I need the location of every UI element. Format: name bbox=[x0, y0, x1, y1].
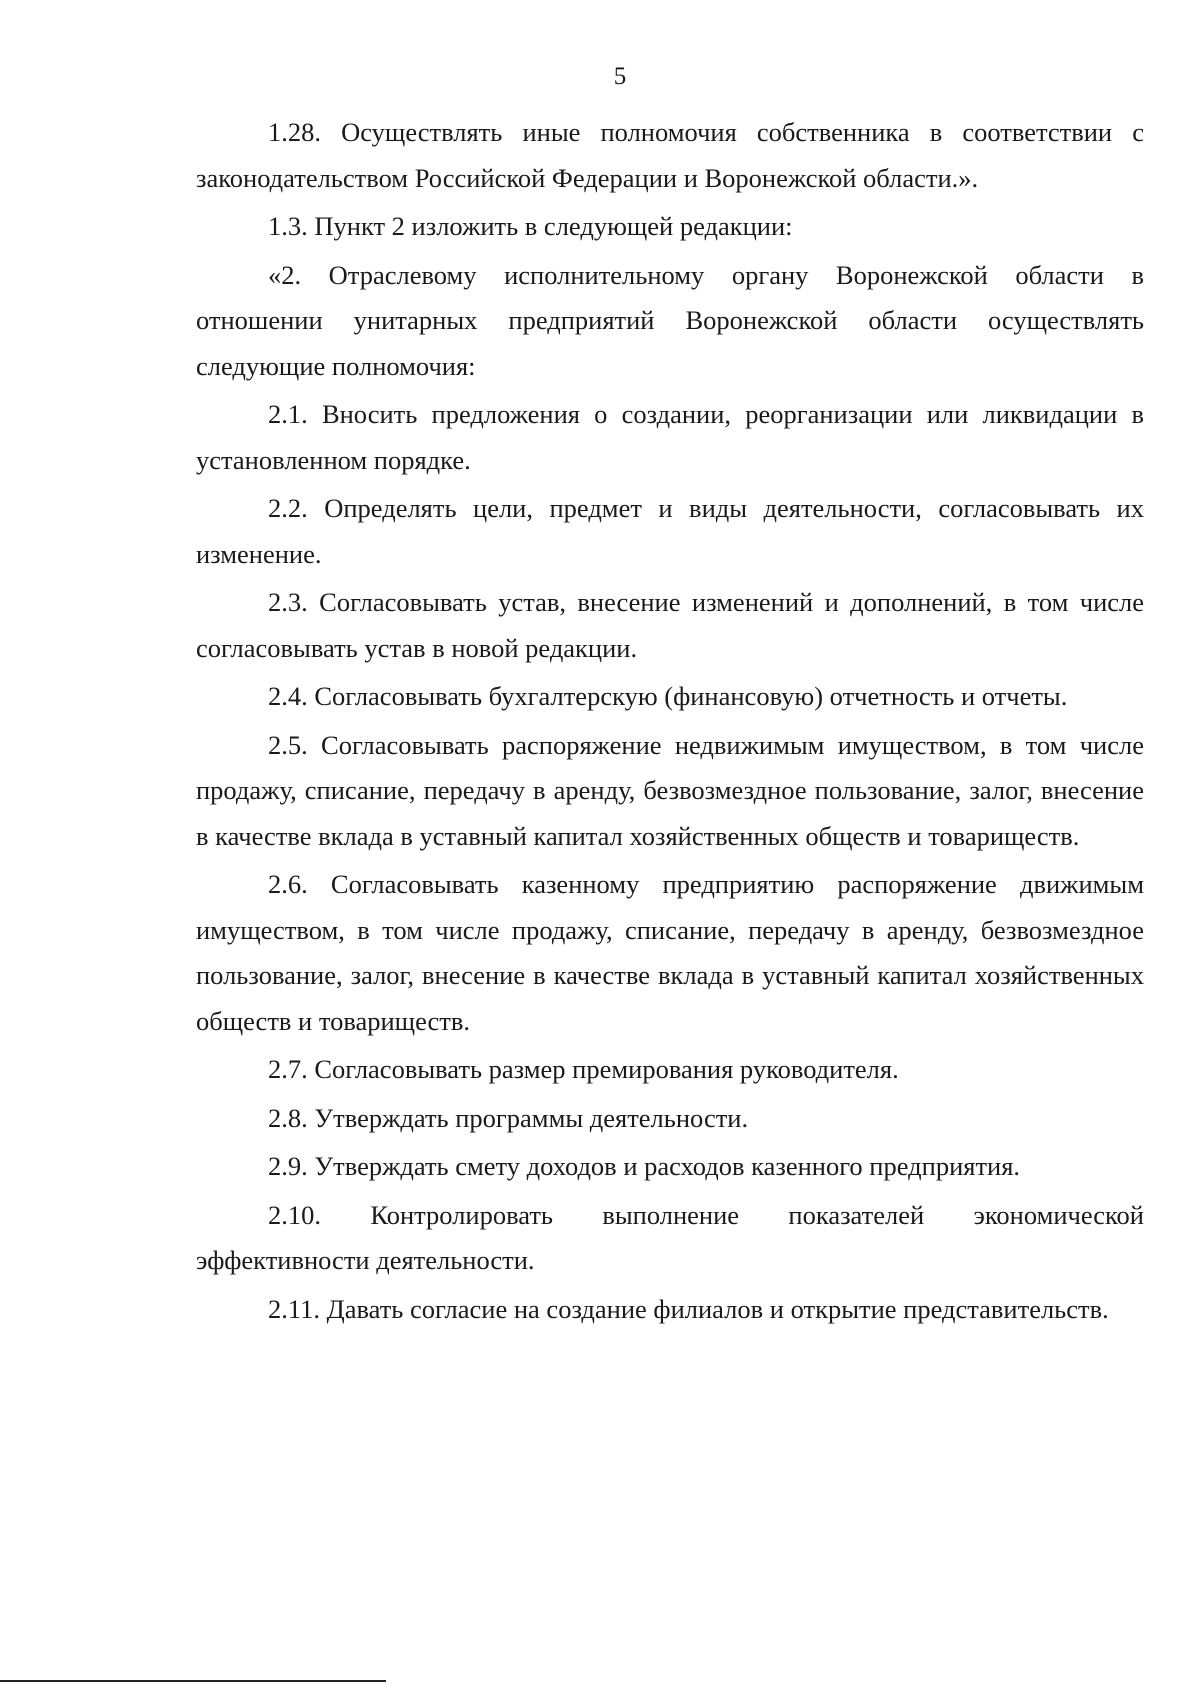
paragraph-2-1: 2.1. Вносить предложения о создании, реорганизации или ликвидации в установленном порядке. bbox=[196, 399, 1144, 475]
paragraph-2-6: 2.6. Согласовывать казенному предприятию распоряжение движимым имуществом, в том числе продажу, списание, передачу в аренду, безвозмездное пользование, залог, внесение в качестве вклада в уставный капитал хозяйственных обществ и товариществ. bbox=[196, 869, 1144, 1036]
paragraph-2-2: 2.2. Определять цели, предмет и виды деятельности, согласовывать их изменение. bbox=[196, 493, 1144, 569]
paragraph-1-3: 1.3. Пункт 2 изложить в следующей редакции: bbox=[268, 211, 793, 241]
paragraph-2-9: 2.9. Утверждать смету доходов и расходов казенного предприятия. bbox=[268, 1151, 1021, 1181]
document-body bbox=[196, 110, 1144, 1332]
paragraph-2-4: 2.4. Согласовывать бухгалтерскую (финансовую) отчетность и отчеты. bbox=[268, 681, 1068, 711]
paragraph-2-7: 2.7. Согласовывать размер премирования руководителя. bbox=[268, 1054, 899, 1084]
paragraph-2: «2. Отраслевому исполнительному органу Воронежской области в отношении унитарных предприятий Воронежской области осуществлять следующие полномочия: bbox=[196, 259, 1144, 381]
paragraph-2-5: 2.5. Согласовывать распоряжение недвижимым имуществом, в том числе продажу, списание, передачу в аренду, безвозмездное пользование, залог, внесение в качестве вклада в уставный капитал хозяйственных обществ и товариществ. bbox=[196, 729, 1144, 851]
paragraph-2-11: 2.11. Давать согласие на создание филиалов и открытие представительств. bbox=[268, 1293, 1109, 1324]
page-number: 5 bbox=[613, 63, 627, 90]
paragraph-2-10: 2.10. Контролировать выполнение показателей экономической эффективности деятельности. bbox=[196, 1199, 1144, 1275]
paragraph-1-28: 1.28. Осуществлять иные полномочия собственника в соответствии с законодательством Российской Федерации и Воронежской области.». bbox=[196, 117, 1144, 193]
paragraph-2-3: 2.3. Согласовывать устав, внесение изменений и дополнений, в том числе согласовывать устав в новой редакции. bbox=[196, 587, 1144, 663]
paragraph-2-8: 2.8. Утверждать программы деятельности. bbox=[268, 1102, 749, 1133]
footnote-separator bbox=[0, 1680, 386, 1682]
